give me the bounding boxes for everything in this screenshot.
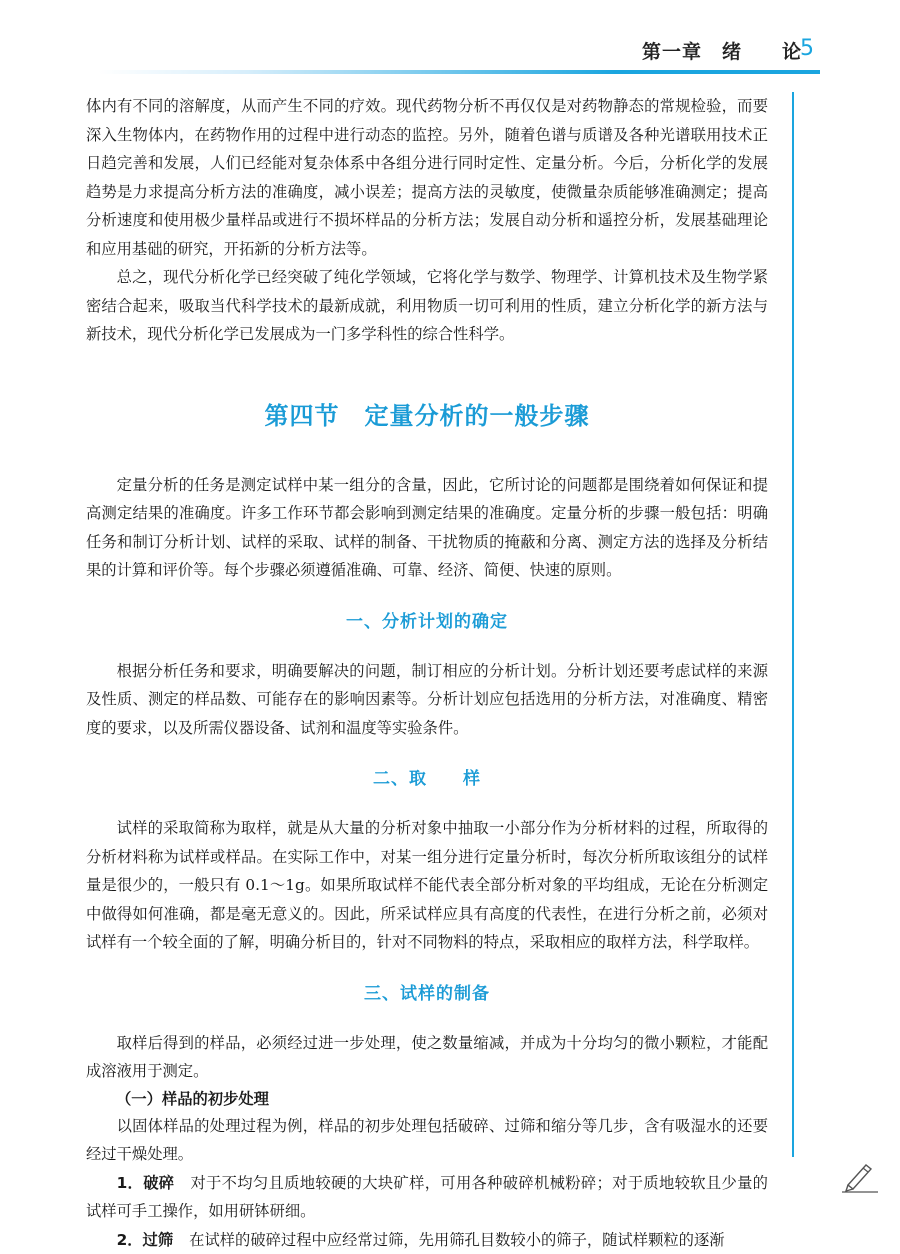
step-heading: 破碎 [143, 1174, 174, 1192]
section-title: 第四节 定量分析的一般步骤 [86, 399, 768, 433]
subsection-paragraph: 试样的采取简称为取样，就是从大量的分析对象中抽取一小部分作为分析材料的过程，所取得的分析材料称为试样或样品。在实际工作中，对某一组分进行定量分析时，每次分析所取该组分的试样量是很少的，一般只有 0.1～1g。如果所取试样不能代表全部分析对象的平均组成，无论在分析测定中做得如何准确，都是毫无意义的。因此，所采试样应具有高度的代表性，在进行分析之前，必须对试样有一个较全面的了解，明确分析目的，针对不同物料的特点，采取相应的取样方法，科学取样。 [86, 814, 768, 957]
step-text: 在试样的破碎过程中应经常过筛，先用筛孔目数较小的筛子，随试样颗粒的逐渐 [189, 1231, 724, 1249]
body-paragraph: 体内有不同的溶解度，从而产生不同的疗效。现代药物分析不再仅仅是对药物静态的常规检验，而要深入生物体内，在药物作用的过程中进行动态的监控。另外，随着色谱与质谱及各种光谱联用技术正日趋完善和发展，人们已经能对复杂体系中各组分进行同时定性、定量分析。今后，分析化学的发展趋势是力求提高分析方法的准确度，减小误差；提高方法的灵敏度，使微量杂质能够准确测定；提高分析速度和使用极少量样品或进行不损坏样品的分析方法；发展自动分析和遥控分析，发展基础理论和应用基础的研究，开拓新的分析方法等。 [86, 92, 768, 263]
step-number: 1． [117, 1174, 144, 1192]
subsection-title: 一、分析计划的确定 [86, 609, 768, 635]
step-heading: 过筛 [143, 1231, 174, 1249]
page-number: 5 [800, 36, 814, 61]
step-number: 2． [117, 1231, 143, 1249]
step-item [86, 1226, 768, 1254]
body-paragraph: 总之，现代分析化学已经突破了纯化学领域，它将化学与数学、物理学、计算机技术及生物学紧密结合起来，吸取当代科学技术的最新成就，利用物质一切可利用的性质，建立分析化学的新方法与新技术，现代分析化学已发展成为一门多学科性的综合性科学。 [86, 263, 768, 349]
section-intro: 定量分析的任务是测定试样中某一组分的含量，因此，它所讨论的问题都是围绕着如何保证和提高测定结果的准确度。许多工作环节都会影响到测定结果的准确度。定量分析的步骤一般包括：明确任务和制订分析计划、试样的采取、试样的制备、干扰物质的掩蔽和分离、测定方法的选择及分析结果的计算和评价等。每个步骤必须遵循准确、可靠、经济、简便、快速的原则。 [86, 471, 768, 585]
subsection-title: 二、取 样 [86, 766, 768, 792]
subsection-paragraph: 取样后得到的样品，必须经过进一步处理，使之数量缩减，并成为十分均匀的微小颗粒，才能配成溶液用于测定。 [86, 1029, 768, 1086]
subsection-title: 三、试样的制备 [86, 981, 768, 1007]
chapter-header: 第一章 绪 论 [642, 37, 802, 64]
sub-heading: （一）样品的初步处理 [116, 1086, 768, 1112]
header-divider [0, 70, 820, 74]
step-item [86, 1169, 768, 1226]
subsection-paragraph: 根据分析任务和要求，明确要解决的问题，制订相应的分析计划。分析计划还要考虑试样的来源及性质、测定的样品数、可能存在的影响因素等。分析计划应包括选用的分析方法，对准确度、精密度的要求，以及所需仪器设备、试剂和温度等实验条件。 [86, 657, 768, 743]
step-text: 对于不均匀且质地较硬的大块矿样，可用各种破碎机械粉碎；对于质地较软且少量的试样可手工操作，如用研钵研细。 [86, 1174, 768, 1221]
margin-rule [792, 92, 794, 1157]
pen-note-icon [838, 1158, 882, 1194]
subsection-paragraph: 以固体样品的处理过程为例，样品的初步处理包括破碎、过筛和缩分等几步，含有吸湿水的还要经过干燥处理。 [86, 1112, 768, 1169]
page-body [86, 92, 768, 1254]
